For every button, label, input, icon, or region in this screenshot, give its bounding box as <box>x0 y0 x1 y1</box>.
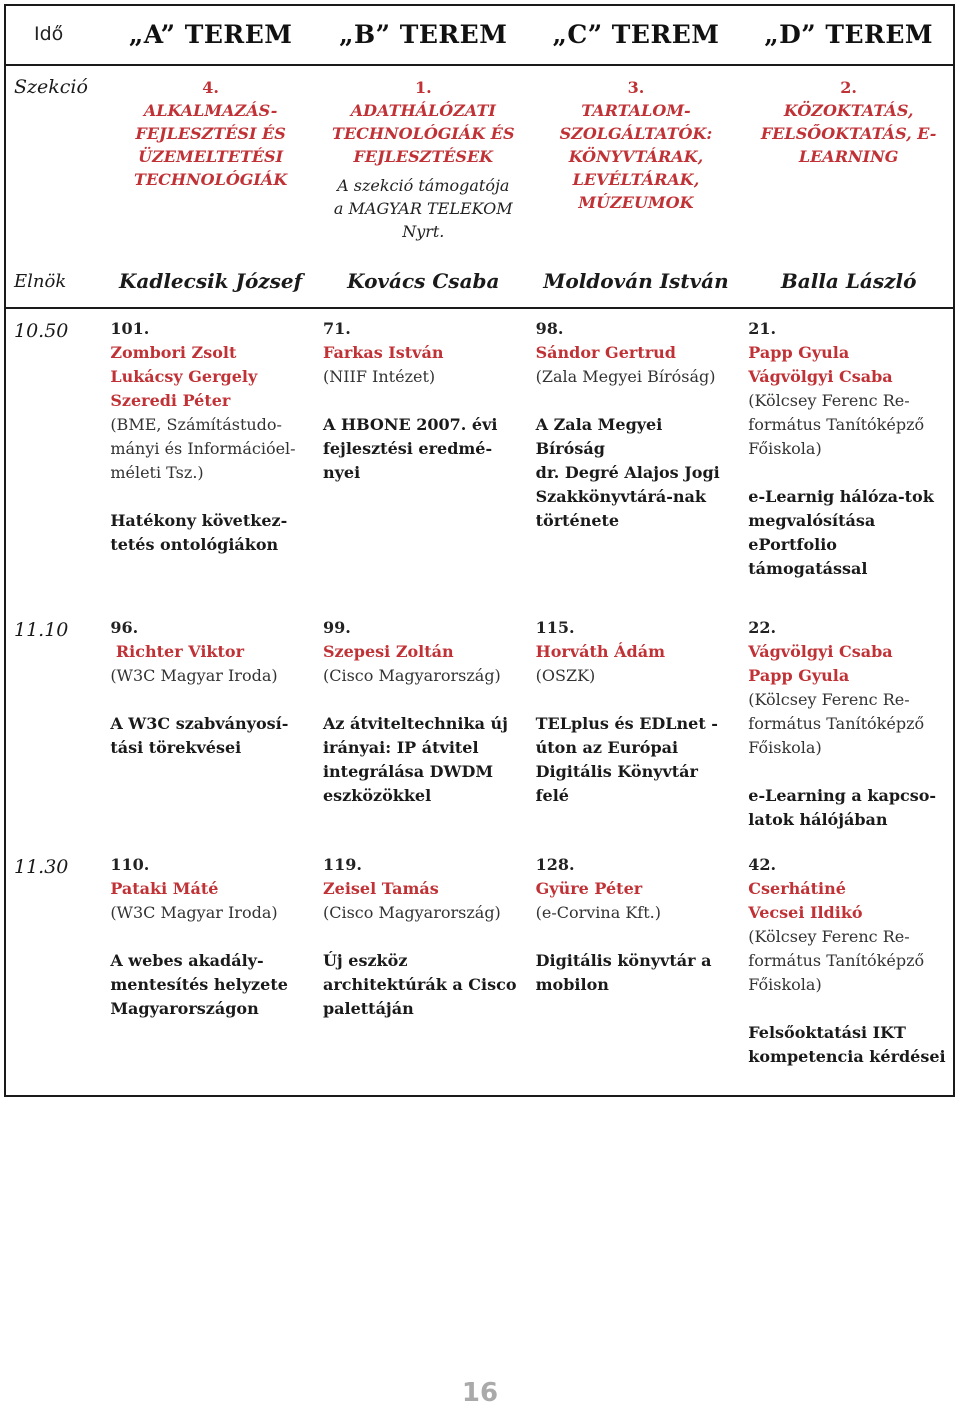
talk-number: 119. <box>322 855 362 874</box>
talk-affiliation: (Cisco Magyarország) <box>322 903 501 922</box>
talk-number: 110. <box>110 855 150 874</box>
chair-row <box>4 255 955 308</box>
section-d <box>742 65 955 255</box>
slot-time: 10.50 <box>14 320 69 342</box>
talk-speakers: Farkas István <box>322 343 444 362</box>
talk-affiliation: (Kölcsey Ferenc Re-formátus Tanítóképző Főiskola) <box>748 927 925 994</box>
section-label: Szekció <box>14 76 88 98</box>
room-b-header: „B” TEREM <box>317 4 530 65</box>
talk-affiliation: (Cisco Magyarország) <box>322 666 501 685</box>
room-c-header: „C” TEREM <box>530 4 743 65</box>
talk-number: 99. <box>322 618 351 637</box>
talk-affiliation: (Kölcsey Ferenc Re-formátus Tanítóképző Főiskola) <box>748 690 925 757</box>
section-number: 1. <box>414 78 432 97</box>
room-d-header: „D” TEREM <box>742 4 955 65</box>
slot-time: 11.30 <box>14 856 69 878</box>
chair-label: Elnök <box>4 255 104 308</box>
talk-title: Hatékony következ-tetés ontológiákon <box>110 511 288 554</box>
talk-cell <box>104 308 317 608</box>
chair-b: Kovács Csaba <box>317 255 530 308</box>
talk-cell <box>317 845 530 1118</box>
talk-title: TELplus és EDLnet - úton az Európai Digitális Könyvtár felé <box>535 714 718 805</box>
talk-number: 21. <box>748 319 777 338</box>
talk-speakers: Richter Viktor <box>110 642 244 661</box>
talk-affiliation: (Kölcsey Ferenc Re-formátus Tanítóképző Főiskola) <box>748 391 925 458</box>
talk-speakers: Pataki Máté <box>110 879 219 898</box>
talk-title: e-Learning a kapcso-latok hálójában <box>748 786 937 829</box>
talk-title: A W3C szabványosí-tási törekvései <box>110 714 289 757</box>
section-row <box>4 65 955 255</box>
talk-title: Felsőoktatási IKT kompetencia kérdései <box>748 1023 946 1066</box>
chair-a: Kadlecsik József <box>104 255 317 308</box>
talk-cell <box>742 608 955 845</box>
talk-cell <box>317 308 530 608</box>
talk-number: 115. <box>535 618 575 637</box>
talk-cell <box>742 845 955 1118</box>
section-name: ALKALMAZÁS-FEJLESZTÉSI ÉS ÜZEMELTETÉSI TECHNOLÓGIÁK <box>134 101 288 189</box>
talk-number: 96. <box>110 618 139 637</box>
section-sponsor: A szekció támogatója a MAGYAR TELEKOM Nyrt. <box>333 176 513 241</box>
talk-affiliation: (NIIF Intézet) <box>322 367 436 386</box>
talk-title: A Zala Megyei Bíróság dr. Degré Alajos Jogi Szakkönyvtárá-nak története <box>535 415 720 530</box>
talk-affiliation: (W3C Magyar Iroda) <box>110 666 278 685</box>
talk-cell <box>530 845 743 1118</box>
talk-affiliation: (e-Corvina Kft.) <box>535 903 661 922</box>
talk-number: 128. <box>535 855 575 874</box>
talk-speakers: Zeisel Tamás <box>322 879 439 898</box>
talk-speakers: Papp Gyula Vágvölgyi Csaba <box>748 343 893 386</box>
slot-row <box>4 845 955 1118</box>
talk-title: A webes akadály-mentesítés helyzete Magyarországon <box>110 951 288 1018</box>
page-number: 16 <box>461 1378 499 1408</box>
talk-cell <box>530 308 743 608</box>
slot-row <box>4 608 955 845</box>
time-header: Idő <box>4 4 104 65</box>
talk-cell <box>742 308 955 608</box>
slot-row <box>4 308 955 608</box>
talk-speakers: Horváth Ádám <box>535 642 665 661</box>
talk-cell <box>104 845 317 1118</box>
section-number: 4. <box>202 78 219 97</box>
talk-speakers: Gyüre Péter <box>535 879 643 898</box>
section-a <box>104 65 317 255</box>
talk-affiliation: (BME, Számítástudo-mányi és Információel-méleti Tsz.) <box>110 415 296 482</box>
talk-title: Az átviteltechnika új irányai: IP átvitel integrálása DWDM eszközökkel <box>322 714 508 805</box>
talk-cell <box>104 608 317 845</box>
talk-title: e-Learnig hálóza-tok megvalósítása ePortfolio támogatással <box>748 487 934 578</box>
talk-cell <box>317 608 530 845</box>
talk-title: Digitális könyvtár a mobilon <box>535 951 712 994</box>
chair-d: Balla László <box>742 255 955 308</box>
section-c <box>530 65 743 255</box>
section-number: 2. <box>840 78 857 97</box>
schedule-table <box>4 4 955 1118</box>
section-b <box>317 65 530 255</box>
room-a-header: „A” TEREM <box>104 4 317 65</box>
slot-time: 11.10 <box>14 619 69 641</box>
talk-number: 101. <box>110 319 150 338</box>
section-name: KÖZOKTATÁS, FELSŐOKTATÁS, E-LEARNING <box>760 101 937 166</box>
section-name: ADATHÁLÓZATI TECHNOLÓGIÁK ÉS FEJLESZTÉSEK <box>332 101 515 166</box>
talk-title: A HBONE 2007. évi fejlesztési eredmé-nyei <box>322 415 498 482</box>
talk-speakers: Cserhátiné Vecsei Ildikó <box>748 879 863 922</box>
section-name: TARTALOM-SZOLGÁLTATÓK: KÖNYVTÁRAK, LEVÉLTÁRAK, MÚZEUMOK <box>559 101 713 212</box>
talk-speakers: Sándor Gertrud <box>535 343 676 362</box>
talk-title: Új eszköz architektúrák a Cisco palettáján <box>322 951 517 1018</box>
talk-affiliation: (Zala Megyei Bíróság) <box>535 367 716 386</box>
talk-number: 98. <box>535 319 564 338</box>
talk-number: 22. <box>748 618 777 637</box>
talk-number: 42. <box>748 855 777 874</box>
talk-number: 71. <box>322 319 351 338</box>
talk-affiliation: (W3C Magyar Iroda) <box>110 903 278 922</box>
section-number: 3. <box>627 78 645 97</box>
header-row <box>4 4 955 65</box>
talk-speakers: Szepesi Zoltán <box>322 642 454 661</box>
talk-speakers: Zombori Zsolt Lukácsy Gergely Szeredi Péter <box>110 343 258 410</box>
talk-speakers: Vágvölgyi Csaba Papp Gyula <box>748 642 893 685</box>
talk-cell <box>530 608 743 845</box>
chair-c: Moldován István <box>530 255 743 308</box>
talk-affiliation: (OSZK) <box>535 666 596 685</box>
